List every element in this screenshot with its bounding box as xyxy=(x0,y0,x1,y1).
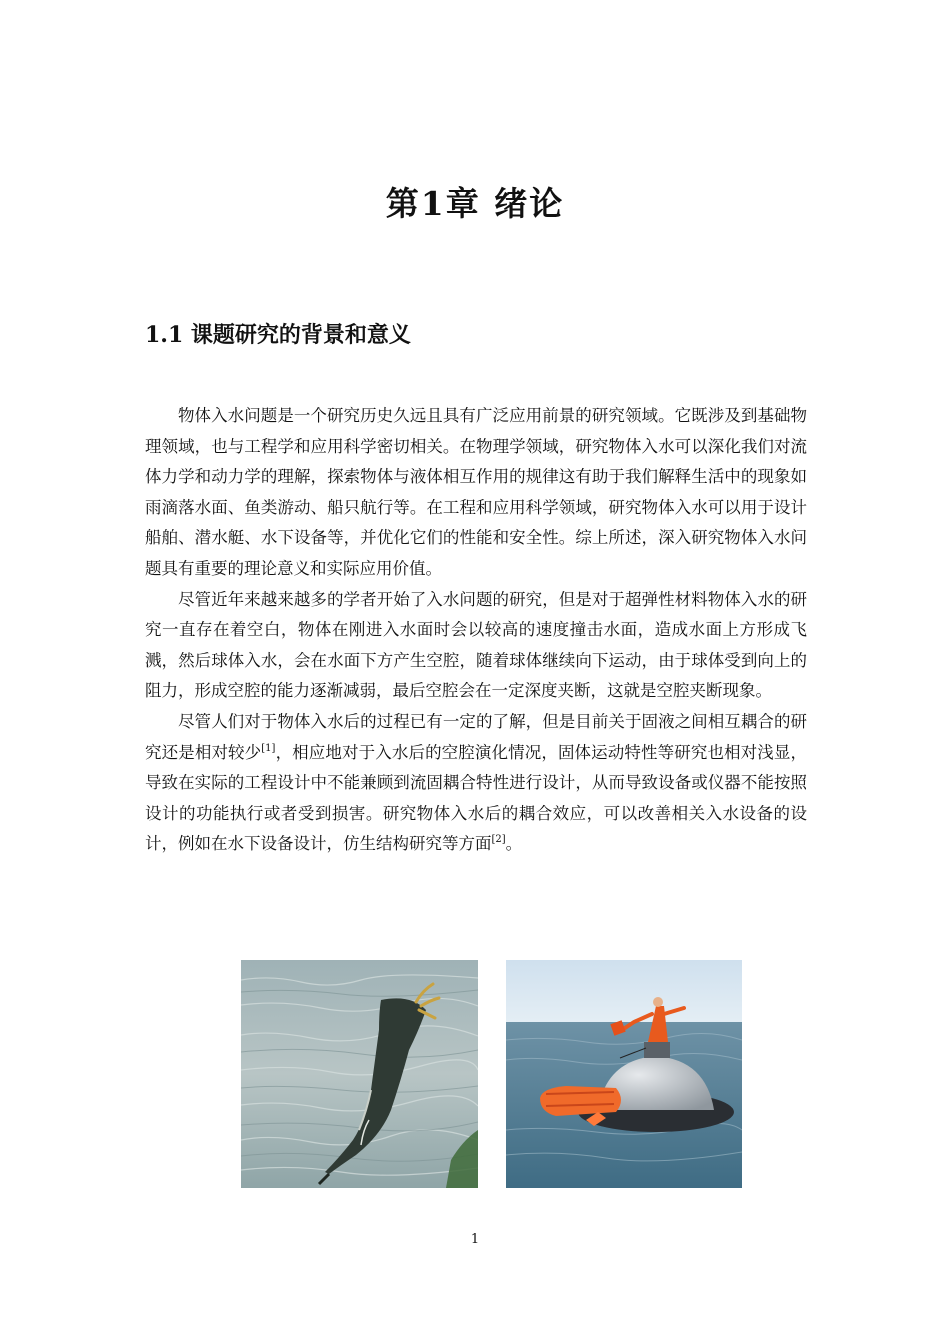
paragraph-2: 尽管近年来越来越多的学者开始了入水问题的研究，但是对于超弹性材料物体入水的研究一直存在着空白，物体在刚进入水面时会以较高的速度撞击水面，造成水面上方形成飞溅，然后球体入水，会在水面下方产生空腔，随着球体继续向下运动，由于球体受到向上的阻力，形成空腔的能力逐渐减弱，最后空腔会在一定深度夹断，这就是空腔夹断现象。 xyxy=(145,589,807,701)
citation-2[interactable]: [2] xyxy=(491,834,506,846)
heron-photo-illustration xyxy=(241,960,478,1188)
page-number: 1 xyxy=(470,1232,480,1247)
section-title: 1.1 课题研究的背景和意义 xyxy=(145,322,411,348)
capsule-photo-illustration xyxy=(506,960,742,1188)
citation-1[interactable]: [1] xyxy=(261,742,276,754)
paragraph-3-part-a: 尽管人们对于物体入水后的过程已有一定的了解，但是目前关于固液之间相互耦合的研究还是相对较少 xyxy=(145,711,807,762)
paragraph-3-part-b: ，相应地对于入水后的空腔演化情况，固体运动特性等研究也相对浅显，导致在实际的工程设计中不能兼顾到流固耦合特性进行设计，从而导致设备或仪器不能按照设计的功能执行或者受到损害。研究物体入水后的耦合效应，可以改善相关入水设备的设计，例如在水下设备设计，仿生结构研究等方面 xyxy=(145,742,808,854)
paragraph-3 xyxy=(145,707,807,860)
capsule-at-sea-photo xyxy=(506,960,742,1188)
body-text xyxy=(145,401,807,860)
paragraph-1: 物体入水问题是一个研究历史久远且具有广泛应用前景的研究领域。它既涉及到基础物理领域，也与工程学和应用科学密切相关。在物理学领域，研究物体入水可以深化我们对流体力学和动力学的理解，探索物体与液体相互作用的规律这有助于我们解释生活中的现象如雨滴落水面、鱼类游动、船只航行等。在工程和应用科学领域，研究物体入水可以用于设计船舶、潜水艇、水下设备等，并优化它们的性能和安全性。综上所述，深入研究物体入水问题具有重要的理论意义和实际应用价值。 xyxy=(145,406,807,578)
chapter-title: 第1章 绪论 xyxy=(385,184,565,223)
heron-diving-photo xyxy=(241,960,478,1188)
paragraph-3-part-c: 。 xyxy=(505,834,523,854)
